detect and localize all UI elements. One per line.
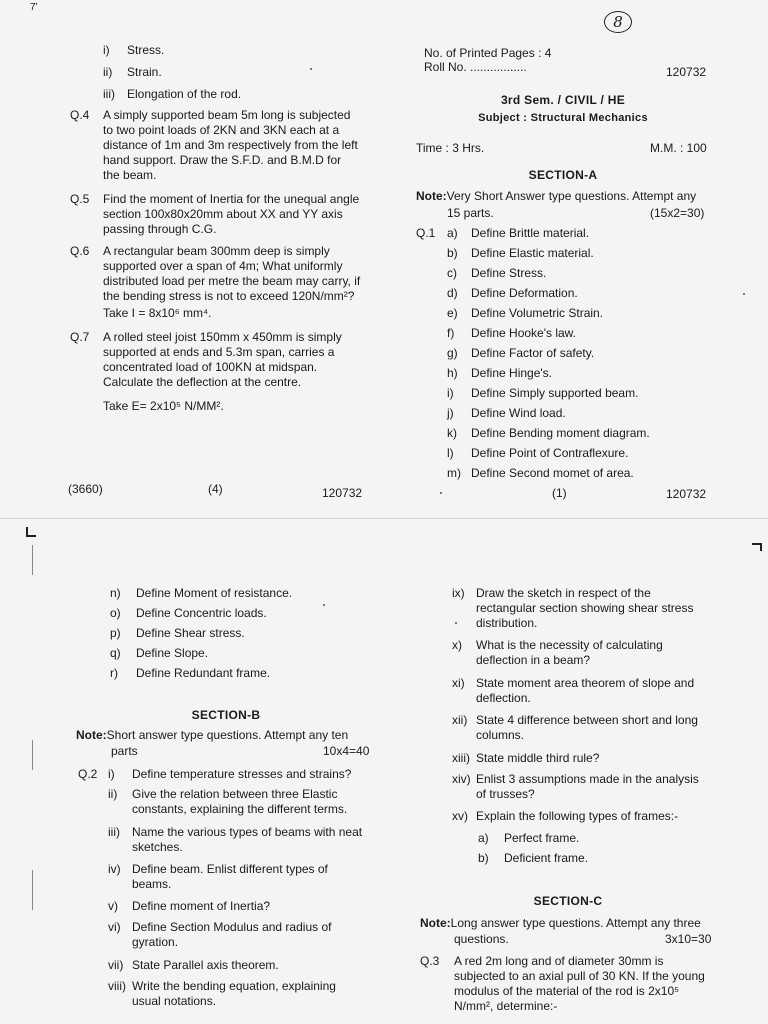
list-item: [110, 666, 270, 681]
item-text: Define Moment of resistance.: [136, 586, 293, 600]
sub-question-line: usual notations.: [132, 994, 217, 1008]
item-number: l): [447, 446, 454, 460]
sub-question-line: Define temperature stresses and strains?: [132, 767, 352, 781]
item-text: Define Second momet of area.: [471, 466, 634, 480]
item-text: Strain.: [127, 65, 162, 79]
question-number: Q.5: [70, 192, 90, 206]
question-line: supported at ends and 5.3m span, carries a: [103, 345, 335, 359]
item-text: Define Volumetric Strain.: [471, 306, 604, 320]
sub-question-number: v): [108, 899, 118, 913]
section-c-marks: 3x10=30: [665, 932, 712, 946]
item-number: c): [447, 266, 457, 280]
list-item: [447, 446, 727, 461]
section-b-marks: 10x4=40: [323, 744, 370, 758]
item-text: Define Factor of safety.: [471, 346, 595, 360]
question-line: subjected to an axial pull of 30 KN. If the young: [454, 969, 705, 983]
subject-title: Subject : Structural Mechanics: [478, 112, 648, 124]
speck: [323, 604, 325, 606]
sub-question-number: xv): [452, 809, 468, 823]
sub-question-number: viii): [108, 979, 126, 993]
sub-question-line: Explain the following types of frames:-: [476, 809, 679, 823]
question-number: Q.3: [420, 954, 440, 968]
list-item: [478, 851, 588, 866]
sub-question-number: i): [108, 767, 115, 781]
item-number: b): [447, 246, 458, 260]
section-a-note: [416, 189, 716, 204]
sub-question-number: iii): [108, 825, 120, 839]
item-number: j): [447, 406, 454, 420]
list-item: [447, 386, 727, 401]
sub-question-line: Define Section Modulus and radius of: [132, 920, 332, 934]
list-item: [110, 586, 292, 601]
question-line: Calculate the deflection at the centre.: [103, 375, 302, 389]
note-text: Short answer type questions. Attempt any ten: [106, 728, 349, 742]
item-number: f): [447, 326, 455, 340]
note-text: Long answer type questions. Attempt any three: [450, 916, 701, 930]
given-value: Take I = 8x10⁶ mm⁴.: [103, 306, 212, 320]
note-text: Very Short Answer type questions. Attempt any: [446, 189, 697, 203]
item-number: b): [478, 851, 489, 865]
sub-question-line: of trusses?: [476, 787, 535, 801]
question-line: distributed load per metre the beam may carry, if: [103, 274, 361, 288]
question-line: A rectangular beam 300mm deep is simply: [103, 244, 330, 258]
list-item: [110, 606, 267, 621]
note-label: Note:: [76, 728, 107, 742]
list-item: [447, 346, 727, 361]
sub-question-number: xiii): [452, 751, 470, 765]
question-line: Find the moment of Inertia for the unequal angle: [103, 192, 360, 206]
question-number: Q.1: [416, 226, 436, 240]
sub-question-number: xii): [452, 713, 468, 727]
scan-edge-line: [32, 545, 33, 575]
page-footer-number: (1): [552, 486, 567, 500]
sub-question-line: Name the various types of beams with neat: [132, 825, 363, 839]
item-number: d): [447, 286, 458, 300]
circled-page-mark: 8: [604, 11, 632, 33]
item-number: ii): [103, 65, 113, 79]
given-value: Take E= 2x10⁵ N/MM².: [103, 399, 224, 413]
page-footer-number: (4): [208, 482, 223, 496]
question-line: A red 2m long and of diameter 30mm is: [454, 954, 664, 968]
scan-mark-top-left: 7ʹ: [30, 2, 38, 13]
question-line: concentrated load of 100KN at midspan.: [103, 360, 318, 374]
item-text: Define Hooke's law.: [471, 326, 577, 340]
semester-title: 3rd Sem. / CIVIL / HE: [500, 93, 626, 107]
sub-question-line: columns.: [476, 728, 525, 742]
note-label: Note:: [416, 189, 447, 203]
note-label: Note:: [420, 916, 451, 930]
question-number: Q.2: [78, 767, 98, 781]
item-number: q): [110, 646, 121, 660]
question-line: distance of 1m and 3m respectively from the left: [103, 138, 358, 152]
sub-question-line: constants, explaining the different terms.: [132, 802, 348, 816]
roll-no: Roll No. .................: [424, 60, 527, 74]
item-text: Define Stress.: [471, 266, 547, 280]
page-footer-code-left: (3660): [68, 482, 103, 496]
section-c-note-line2: questions.: [454, 932, 509, 946]
item-number: p): [110, 626, 121, 640]
list-item: [447, 406, 727, 421]
question-line: supported over a span of 4m; What uniformly: [103, 259, 343, 273]
page-footer-code: 120732: [666, 487, 707, 501]
list-item: [447, 286, 727, 301]
item-text: Define Redundant frame.: [136, 666, 271, 680]
question-number: Q.4: [70, 108, 90, 122]
section-a-marks: (15x2=30): [650, 206, 705, 220]
sub-question-number: vii): [108, 958, 124, 972]
sub-question-line: sketches.: [132, 840, 183, 854]
sub-question-number: ii): [108, 787, 118, 801]
speck: [310, 68, 312, 70]
scan-edge-line: [32, 870, 33, 910]
item-text: Define Slope.: [136, 646, 209, 660]
item-number: k): [447, 426, 457, 440]
question-line: A rolled steel joist 150mm x 450mm is simply: [103, 330, 342, 344]
item-number: a): [478, 831, 489, 845]
time-allowed: Time : 3 Hrs.: [416, 141, 485, 155]
list-item: [103, 43, 164, 58]
item-number: i): [103, 43, 110, 57]
list-item: [447, 426, 727, 441]
list-item: [103, 65, 162, 80]
sub-question-line: Give the relation between three Elastic: [132, 787, 338, 801]
question-number: Q.6: [70, 244, 90, 258]
question-line: the bending stress is not to exceed 120N/mm²?: [103, 289, 355, 303]
question-line: modulus of the material of the rod is 2x10⁵: [454, 984, 680, 998]
item-number: n): [110, 586, 121, 600]
item-text: Define Bending moment diagram.: [471, 426, 650, 440]
item-number: g): [447, 346, 458, 360]
sub-question-line: Draw the sketch in respect of the: [476, 586, 651, 600]
section-c-note: [420, 916, 730, 931]
item-number: a): [447, 226, 458, 240]
sub-question-number: x): [452, 638, 462, 652]
question-line: A simply supported beam 5m long is subjected: [103, 108, 351, 122]
scan-edge-line: [32, 740, 33, 770]
sub-question-line: rectangular section showing shear stress: [476, 601, 694, 615]
item-text: Define Shear stress.: [136, 626, 245, 640]
item-number: h): [447, 366, 458, 380]
item-number: i): [447, 386, 454, 400]
sub-question-line: Define moment of Inertia?: [132, 899, 271, 913]
sub-question-line: State Parallel axis theorem.: [132, 958, 279, 972]
item-text: Define Wind load.: [471, 406, 566, 420]
sub-question-line: Write the bending equation, explaining: [132, 979, 336, 993]
list-item: [447, 306, 727, 321]
question-line: section 100x80x20mm about XX and YY axis: [103, 207, 343, 221]
item-text: Define Hinge's.: [471, 366, 552, 380]
item-text: Define Elastic material.: [471, 246, 594, 260]
paper-code: 120732: [666, 65, 707, 79]
list-item: [447, 226, 727, 241]
list-item: [110, 626, 245, 641]
sub-question-number: xi): [452, 676, 465, 690]
item-text: Deficient frame.: [504, 851, 589, 865]
sub-question-line: State moment area theorem of slope and: [476, 676, 695, 690]
sub-question-number: vi): [108, 920, 121, 934]
list-item: [478, 831, 579, 846]
list-item: [447, 246, 727, 261]
item-number: iii): [103, 87, 115, 101]
sub-question-line: deflection.: [476, 691, 531, 705]
section-b-heading: SECTION-B: [191, 708, 261, 722]
item-text: Define Concentric loads.: [136, 606, 267, 620]
item-text: Define Point of Contraflexure.: [471, 446, 629, 460]
question-line: passing through C.G.: [103, 222, 217, 236]
section-c-heading: SECTION-C: [533, 894, 603, 908]
item-text: Define Simply supported beam.: [471, 386, 639, 400]
sub-question-line: State middle third rule?: [476, 751, 600, 765]
speck: [743, 293, 745, 295]
sub-question-line: Enlist 3 assumptions made in the analysis: [476, 772, 699, 786]
section-b-note: [76, 728, 386, 743]
sub-question-line: distribution.: [476, 616, 538, 630]
section-a-heading: SECTION-A: [528, 168, 598, 182]
sub-question-line: What is the necessity of calculating: [476, 638, 663, 652]
list-item: [447, 266, 727, 281]
sub-question-line: deflection in a beam?: [476, 653, 591, 667]
list-item: [447, 466, 727, 481]
item-number: e): [447, 306, 458, 320]
page-footer-code: 120732: [322, 486, 363, 500]
item-text: Define Brittle material.: [471, 226, 590, 240]
page-fold-line: [0, 518, 768, 519]
sub-question-line: State 4 difference between short and long: [476, 713, 698, 727]
list-item: [103, 87, 241, 102]
question-line: the beam.: [103, 168, 157, 182]
question-number: Q.7: [70, 330, 90, 344]
item-text: Stress.: [127, 43, 165, 57]
list-item: [447, 326, 727, 341]
scan-corner-mark: [26, 527, 36, 537]
sub-question-line: Define beam. Enlist different types of: [132, 862, 328, 876]
list-item: [447, 366, 727, 381]
speck: [455, 622, 457, 624]
section-a-note-line2: 15 parts.: [447, 206, 494, 220]
item-number: m): [447, 466, 461, 480]
scan-corner-mark: [752, 543, 762, 551]
question-line: to two point loads of 2KN and 3KN each at a: [103, 123, 340, 137]
section-b-note-line2: parts: [111, 744, 138, 758]
item-text: Elongation of the rod.: [127, 87, 242, 101]
sub-question-number: xiv): [452, 772, 471, 786]
max-marks: M.M. : 100: [650, 141, 707, 155]
speck: [440, 492, 442, 494]
printed-pages: No. of Printed Pages : 4: [424, 46, 552, 60]
list-item: [110, 646, 208, 661]
question-line: hand support. Draw the S.F.D. and B.M.D for: [103, 153, 342, 167]
sub-question-line: beams.: [132, 877, 172, 891]
item-number: r): [110, 666, 118, 680]
item-number: o): [110, 606, 121, 620]
sub-question-number: iv): [108, 862, 121, 876]
question-line: N/mm², determine:-: [454, 999, 558, 1013]
item-text: Perfect frame.: [504, 831, 580, 845]
sub-question-line: gyration.: [132, 935, 179, 949]
item-text: Define Deformation.: [471, 286, 578, 300]
sub-question-number: ix): [452, 586, 465, 600]
